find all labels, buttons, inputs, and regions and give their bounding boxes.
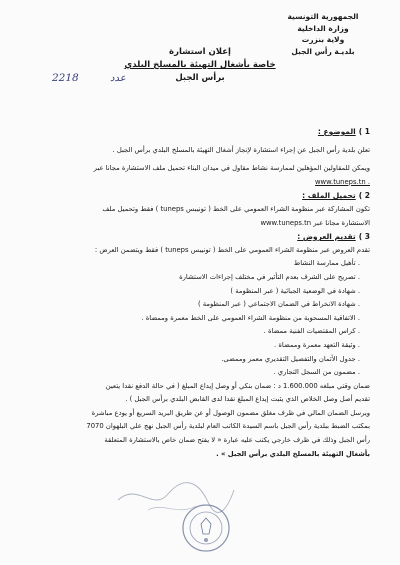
list-item: . جدول الأثمان والتفصيل التقديري معمر وممضى. (221, 354, 360, 363)
sending-line-2: بمكتب الضبط ببلدية رأس الجبل باسم السيدة الكاتب العام لبلدية رأس الجبل نهج علي البلهوان 7070 (86, 422, 370, 431)
governorate-name: ولاية بنزرت (301, 35, 345, 44)
list-item: . شهادة في الوضعية الجبائية ( عبر المنظومة ) (230, 286, 360, 295)
list-item: . تصريح على الشرف بعدم التأثير في مختلف إجراءات الاستشارة (179, 272, 360, 281)
reference-label: عدد (110, 73, 126, 84)
list-item: . شهادة الانخراط في الضمان الاجتماعي ( عبر المنظومة ) (197, 300, 360, 309)
subject-paragraph-1: تعلن بلدية رأس الجبل عن إجراء استشارة لإنجاز أشغال التهيئة بالمسلخ البلدي برأس الجبل . (112, 145, 370, 154)
section-heading-download: 2 )تحميل الملف : (302, 191, 370, 201)
official-seal (180, 502, 232, 554)
municipality-name: بلديـة رأس الجبل (291, 46, 355, 56)
list-item: . وثيقة التعهد معمرة وممضاة . (274, 340, 360, 349)
title-line-3: برأس الجبل (175, 73, 225, 83)
sending-line-1: ويرسل الضمان المالي في ظرف مغلق مضمون الوصول أو عن طريق البريد السريع أو يودع مباشرة (91, 408, 370, 417)
sending-line-4: بأشغال التهيئة بالمسلخ البلدي برأس الجبل » . (216, 449, 370, 458)
offers-intro: تقدم العروض عبر منظومة الشراء العمومي على الخط ( تونيبس tuneps ) فقط ويتضمن العرض : (94, 245, 370, 254)
section-heading-subject: 1 )الموضوع : (317, 127, 370, 136)
title-line-1: إعلان استشارة (169, 47, 231, 57)
notice-title (0, 46, 400, 85)
list-item: . الاتفاقية المسحوبة من منظومة الشراء العمومي على الخط معمرة وممضاة . (141, 313, 360, 322)
ministry-name: وزارة الداخلية (297, 23, 349, 33)
guarantee-line-2: تقديم أصل وصل الخلاص الذي يثبت إيداع المبلغ نقدا لدى القابض البلدي برأس الجبل ) . (125, 395, 370, 404)
country-name: الجمهورية التونسية (287, 12, 359, 21)
subject-website-link[interactable]: www.tuneps.tn . (315, 177, 370, 186)
list-item: . تأهيل ممارسة النشاط (293, 259, 360, 268)
sending-line-3: رأس الجبل وذلك في ظرف خارجي يكتب عليه عبارة « لا يفتح ضمان خاص بالاستشارة المتعلقة (104, 436, 370, 445)
section-heading-offers: 3 )تقديم العروض : (297, 232, 370, 242)
list-item: . كراس المقتضيات الفنية ممضاة . (263, 327, 360, 336)
subject-paragraph-2: ويمكن للمقاولين المؤهلين لممارسة نشاط مقاول في ميدان البناء تحميل ملف الاستشارة مجانا عبر (93, 164, 370, 173)
download-line-1: تكون المشاركة عبر منظومة الشراء العمومي على الخط ( تونيبس tuneps ) فقط وتحميل ملف (102, 204, 370, 213)
download-line-2: الاستشارة مجانا عبر www.tuneps.tn (260, 218, 370, 227)
notice-body (25, 125, 370, 461)
guarantee-line-1: ضمان وقتي مبلغه 1.600.000 د : ضمان بنكي أو وصل إيداع المبلغ ( في حالة الدفع نقدا يتعين (105, 381, 370, 390)
list-item: . مضمون من السجل التجاري . (273, 368, 360, 377)
offers-required-documents-list (25, 257, 370, 379)
title-line-2: خاصة بأشغال التهيئة بالمسلخ البلدي (124, 60, 276, 70)
reference-value: 2218 (52, 72, 79, 84)
